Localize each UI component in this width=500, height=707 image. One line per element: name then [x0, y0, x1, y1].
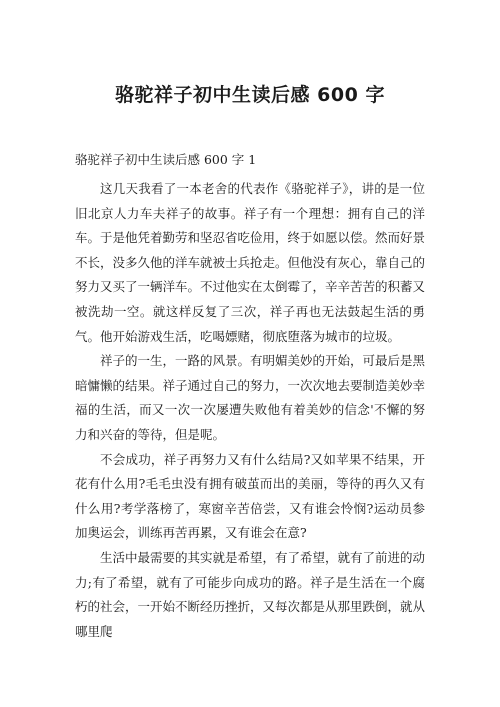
paragraph: 不会成功，祥子再努力又有什么结局?又如苹果不结果，开花有什么用?毛毛虫没有拥有破茧而出的美丽，等待的再久又有什么用?考学落榜了，寒窗辛苦倍尝，又有谁会怜悯?运动员参加奥运会，训练再苦再累，又有谁会在意?	[75, 451, 425, 541]
section-heading: 骆驼祥子初中生读后感 600 字 1	[75, 152, 257, 167]
paragraph: 这几天我看了一本老舍的代表作《骆驼祥子》，讲的是一位旧北京人力车夫祥子的故事。祥子有一个理想：拥有自己的洋车。于是他凭着勤劳和坚忍省吃俭用，终于如愿以偿。然而好景不长，没多久他的洋车就被士兵抢走。但他没有灰心，靠自己的努力又买了一辆洋车。不过他实在太倒霉了，辛辛苦苦的积蓄又被洗劫一空。就这样反复了三次，祥子再也无法鼓起生活的勇气。他开始游戏生活，吃喝嫖赌，彻底堕落为城市的垃圾。	[75, 181, 426, 344]
document-body	[75, 177, 425, 644]
paragraph: 祥子的一生，一路的风景。有明媚美妙的开始，可最后是黑暗慵懒的结果。祥子通过自己的努力，一次次地去要制造美妙幸福的生活，而又一次一次屡遭失败他有着美妙的信念'不懈的努力和兴奋的等待，但是呢。	[75, 353, 426, 442]
paragraph: 生活中最需要的其实就是希望，有了希望，就有了前进的动力;有了希望，就有了可能步向成功的路。祥子是生活在一个腐朽的社会，一开始不断经历挫折，又每次都是从那里跌倒，就从哪里爬	[75, 549, 426, 639]
document-title: 骆驼祥子初中生读后感 600 字	[115, 84, 385, 106]
